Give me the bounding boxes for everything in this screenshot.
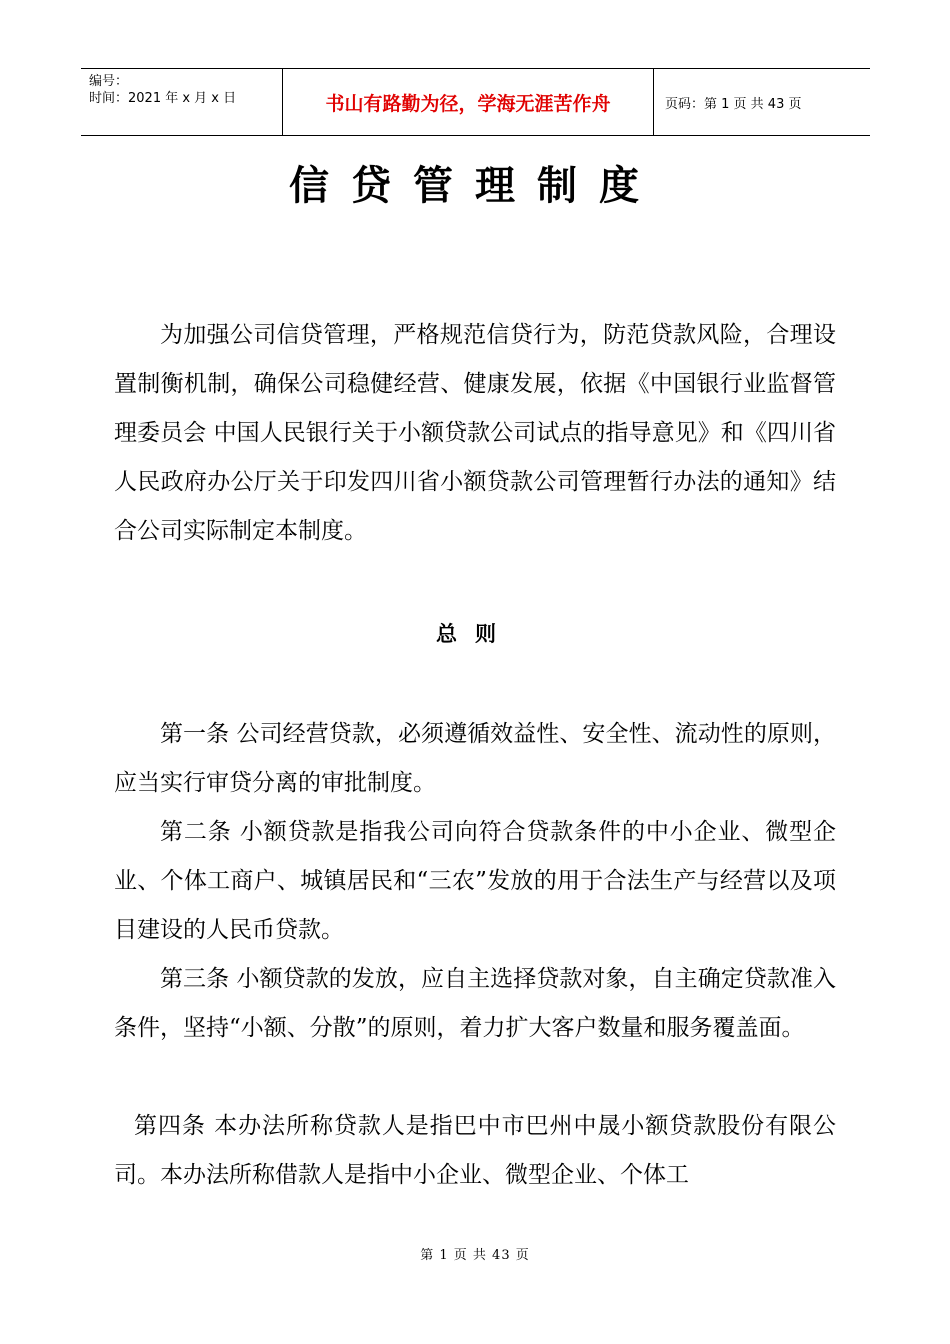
article-3: 第三条 小额贷款的发放，应自主选择贷款对象，自主确定贷款准入条件，坚持“小额、分散”的原则，着力扩大客户数量和服务覆盖面。 [114,966,836,1041]
header-meta [81,69,283,135]
document-title: 信贷管理制度 [289,163,661,209]
header-page-info: 页码：第 1 页 共 43 页 [665,96,802,112]
header-number-label: 编号： [89,74,129,89]
header-motto: 书山有路勤为径，学海无涯苦作舟 [283,69,654,135]
page-footer: 第 1 页 共 43 页 [420,1248,530,1263]
page-header [81,68,870,136]
header-time-label: 时间：2021 年 x 月 x 日 [89,91,237,106]
intro-paragraph: 为加强公司信贷管理，严格规范信贷行为，防范贷款风险，合理设置制衡机制，确保公司稳健经营、健康发展，依据《中国银行业监督管理委员会 中国人民银行关于小额贷款公司试点的指导意见》和《四川省人民政府办公厅关于印发四川省小额贷款公司管理暂行办法的通知》结合公司实际制定本制度。 [114,322,836,544]
article-2: 第二条 小额贷款是指我公司向符合贷款条件的中小企业、微型企业、个体工商户、城镇居民和“三农”发放的用于合法生产与经营以及项目建设的人民币贷款。 [114,819,836,943]
article-1: 第一条 公司经营贷款，必须遵循效益性、安全性、流动性的原则，应当实行审贷分离的审批制度。 [114,721,836,796]
section-title: 总则 [436,622,514,646]
article-4: 第四条 本办法所称贷款人是指巴中市巴州中晟小额贷款股份有限公司。本办法所称借款人是指中小企业、微型企业、个体工 [114,1113,836,1188]
